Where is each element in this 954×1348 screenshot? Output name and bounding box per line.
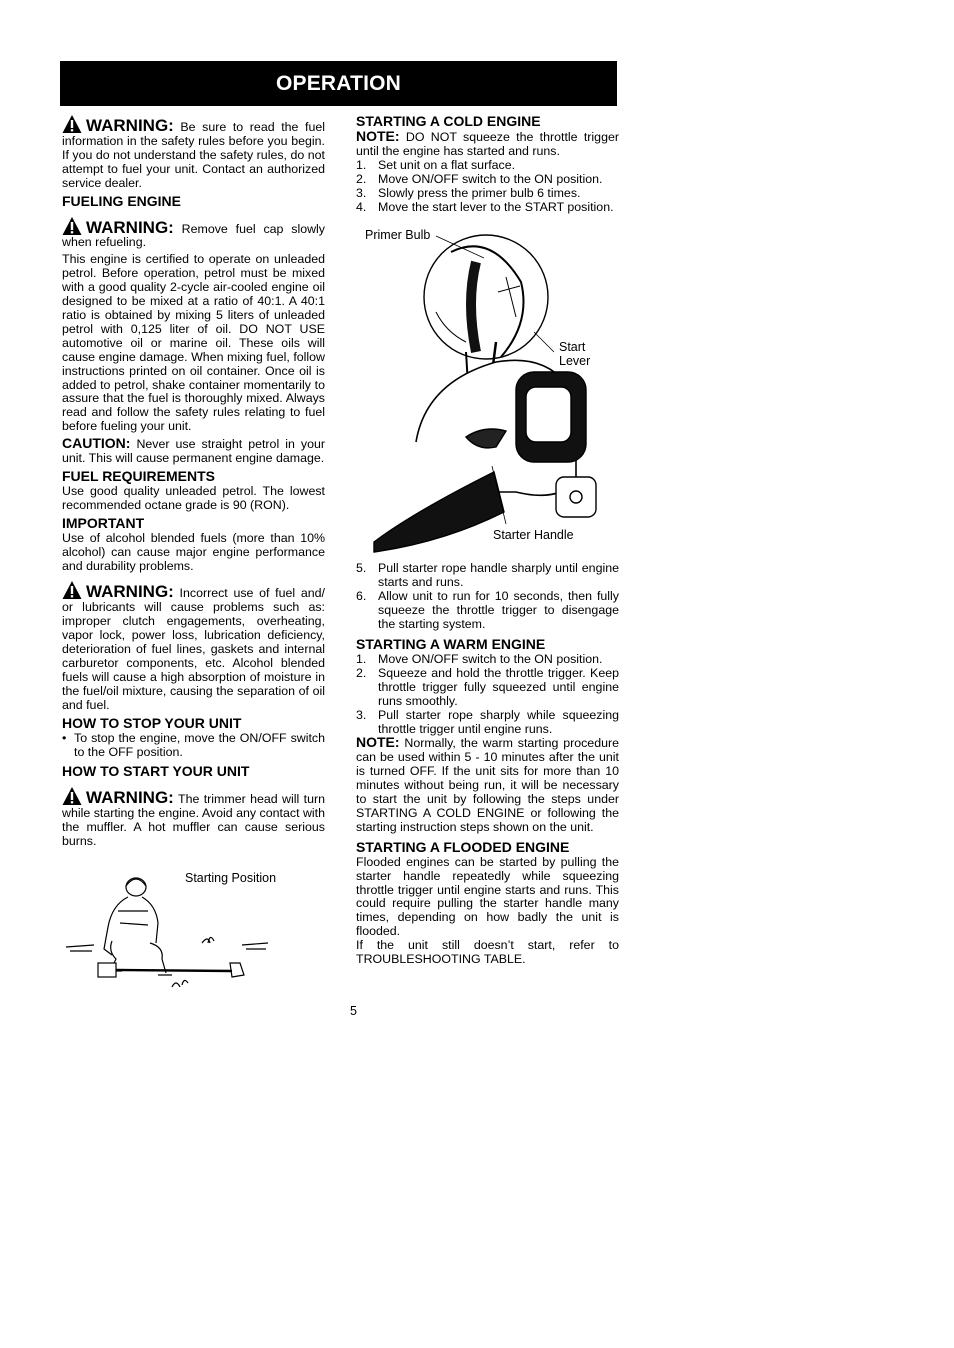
right-column [356,114,619,967]
label-start: Start [559,340,586,355]
important-body: Use of alcohol blended fuels (more than 10% alcohol) can cause major engine performance and durability problems. [62,530,325,573]
list-item: 4. Move the start lever to the START position. [356,199,614,214]
list-item: 5. Pull starter rope handle sharply until engine starts and runs. [356,561,619,590]
caution-text: Never use straight petrol in your unit. This will cause permanent engine damage. [62,437,325,466]
starting-position-figure [62,861,325,1021]
figure-label-starting-position: Starting Position [185,871,277,886]
note-label: NOTE: [356,128,400,144]
cold-steps-list-2 [356,562,619,632]
warning-text: The trimmer head will turn while starting the engine. Avoid any contact with the muffler. A hot muffler can cause serious burns. [62,792,325,849]
heading-flooded-engine: STARTING A FLOODED ENGINE [356,838,570,855]
warning-text: Incorrect use of fuel and/ or lubricants will cause problems such as: improper clutch engagements, overheating, vapor lock, power loss, lubrication deficiency, deterioration of fuel lines, gaskets and internal carburetor components, etc. Alcohol blended fuels will cause a high absorption of moisture in the fuel/oil mixture, causing the separation of oil and fuel. [62,586,325,712]
section-banner [60,61,617,106]
warm-note [356,736,619,834]
starting-position-illustration [62,871,272,991]
list-item: 2. Squeeze and hold the throttle trigger. Keep throttle trigger fully squeezed until engine runs smoothly. [356,665,619,708]
warning-fuel-cap [62,216,325,251]
label-starter-handle: Starter Handle [493,528,574,543]
label-lever: Lever [559,354,591,369]
cold-steps-list [356,159,619,215]
list-item: 3. Slowly press the primer bulb 6 times. [356,185,581,200]
warning-label: WARNING: [86,217,174,237]
heading-important: IMPORTANT [62,514,145,531]
heading-warm-engine: STARTING A WARM ENGINE [356,635,546,652]
list-item: 1. Set unit on a flat surface. [356,157,516,172]
stop-bullet-list [62,732,325,760]
engine-controls-figure [356,222,619,562]
fuel-requirements-body: Use good quality unleaded petrol. The lowest recommended octane grade is 90 (RON). [62,483,325,512]
list-item: 6. Allow unit to run for 10 seconds, then fully squeeze the throttle trigger to disengage the starting system. [356,589,619,632]
note-text: DO NOT squeeze the throttle trigger until the engine has started and runs. [356,130,619,158]
list-item: 3. Pull starter rope sharply while squeezing throttle trigger until engine runs. [356,707,619,736]
fueling-body: This engine is certified to operate on unleaded petrol. Before operation, petrol must be mixed with a good quality 2-cycle air-cooled engine oil designed to be mixed at a ratio of 40:1. A 40:1 ratio is obtained by mixing 5 liters of unleaded petrol with 0,125 liter of oil. DO NOT USE automotive oil or marine oil. These oils will cause engine damage. When mixing fuel, follow instructions printed on oil container. Once oil is added to petrol, shake container momentarily to assure that the fuel is thoroughly mixed. Always read and follow the safety rules relating to fuel before fueling your unit. [62,252,325,434]
heading-how-to-start: HOW TO START YOUR UNIT [62,763,250,780]
warning-label: WARNING: [86,116,174,135]
warning-triangle-icon [62,216,82,236]
caution-straight-petrol [62,437,325,466]
heading-cold-engine: STARTING A COLD ENGINE [356,113,541,129]
warning-text: Remove fuel cap slowly when refueling. [62,221,325,250]
note-label: NOTE: [356,734,400,751]
warning-text: Be sure to read the fuel information in the safety rules before you begin. If you do not understand the safety rules, do not attempt to fuel your unit. Contact an authorized service dealer. [62,120,325,190]
list-item: 1. Move ON/OFF switch to the ON position. [356,651,603,666]
warning-trimmer-head [62,786,325,849]
warning-label: WARNING: [86,788,174,808]
warning-read-fuel-info [62,114,325,191]
warning-triangle-icon [62,786,82,806]
flooded-body-2: If the unit still doesn’t start, refer to TROUBLESHOOTING TABLE. [356,938,619,967]
heading-fueling-engine: FUELING ENGINE [62,192,182,209]
warning-label: WARNING: [86,582,174,602]
note-text: Normally, the warm starting procedure can be used within 5 - 10 minutes after the unit is turned OFF. If the unit sits for more than 10 minutes without being run, it will be necessary to start the unit by following the steps under STARTING A COLD ENGINE or following the starting instruction steps shown on the unit. [356,736,619,834]
page-number: 5 [350,1004,357,1018]
flooded-body-1: Flooded engines can be started by pulling the starter handle repeatedly while squeezing throttle trigger until engine starts and runs. This could require pulling the starter handle many times, depending on how badly the unit is flooded. [356,854,619,939]
caution-label: CAUTION: [62,435,131,452]
list-item: • To stop the engine, move the ON/OFF switch to the OFF position. [62,730,325,759]
heading-fuel-requirements: FUEL REQUIREMENTS [62,467,215,484]
left-column [62,114,325,1021]
warning-incorrect-fuel [62,580,325,712]
section-title: OPERATION [275,71,402,95]
stop-bullet-text: To stop the engine, move the ON/OFF switch to the OFF position. [74,730,325,759]
engine-controls-illustration [356,222,619,562]
warning-triangle-icon [62,580,82,600]
warm-steps-list [356,653,619,736]
label-primer-bulb: Primer Bulb [365,228,431,243]
list-item: 2. Move ON/OFF switch to the ON position. [356,171,603,186]
warning-triangle-icon [62,114,82,134]
cold-note [356,130,619,159]
heading-how-to-stop: HOW TO STOP YOUR UNIT [62,714,242,731]
